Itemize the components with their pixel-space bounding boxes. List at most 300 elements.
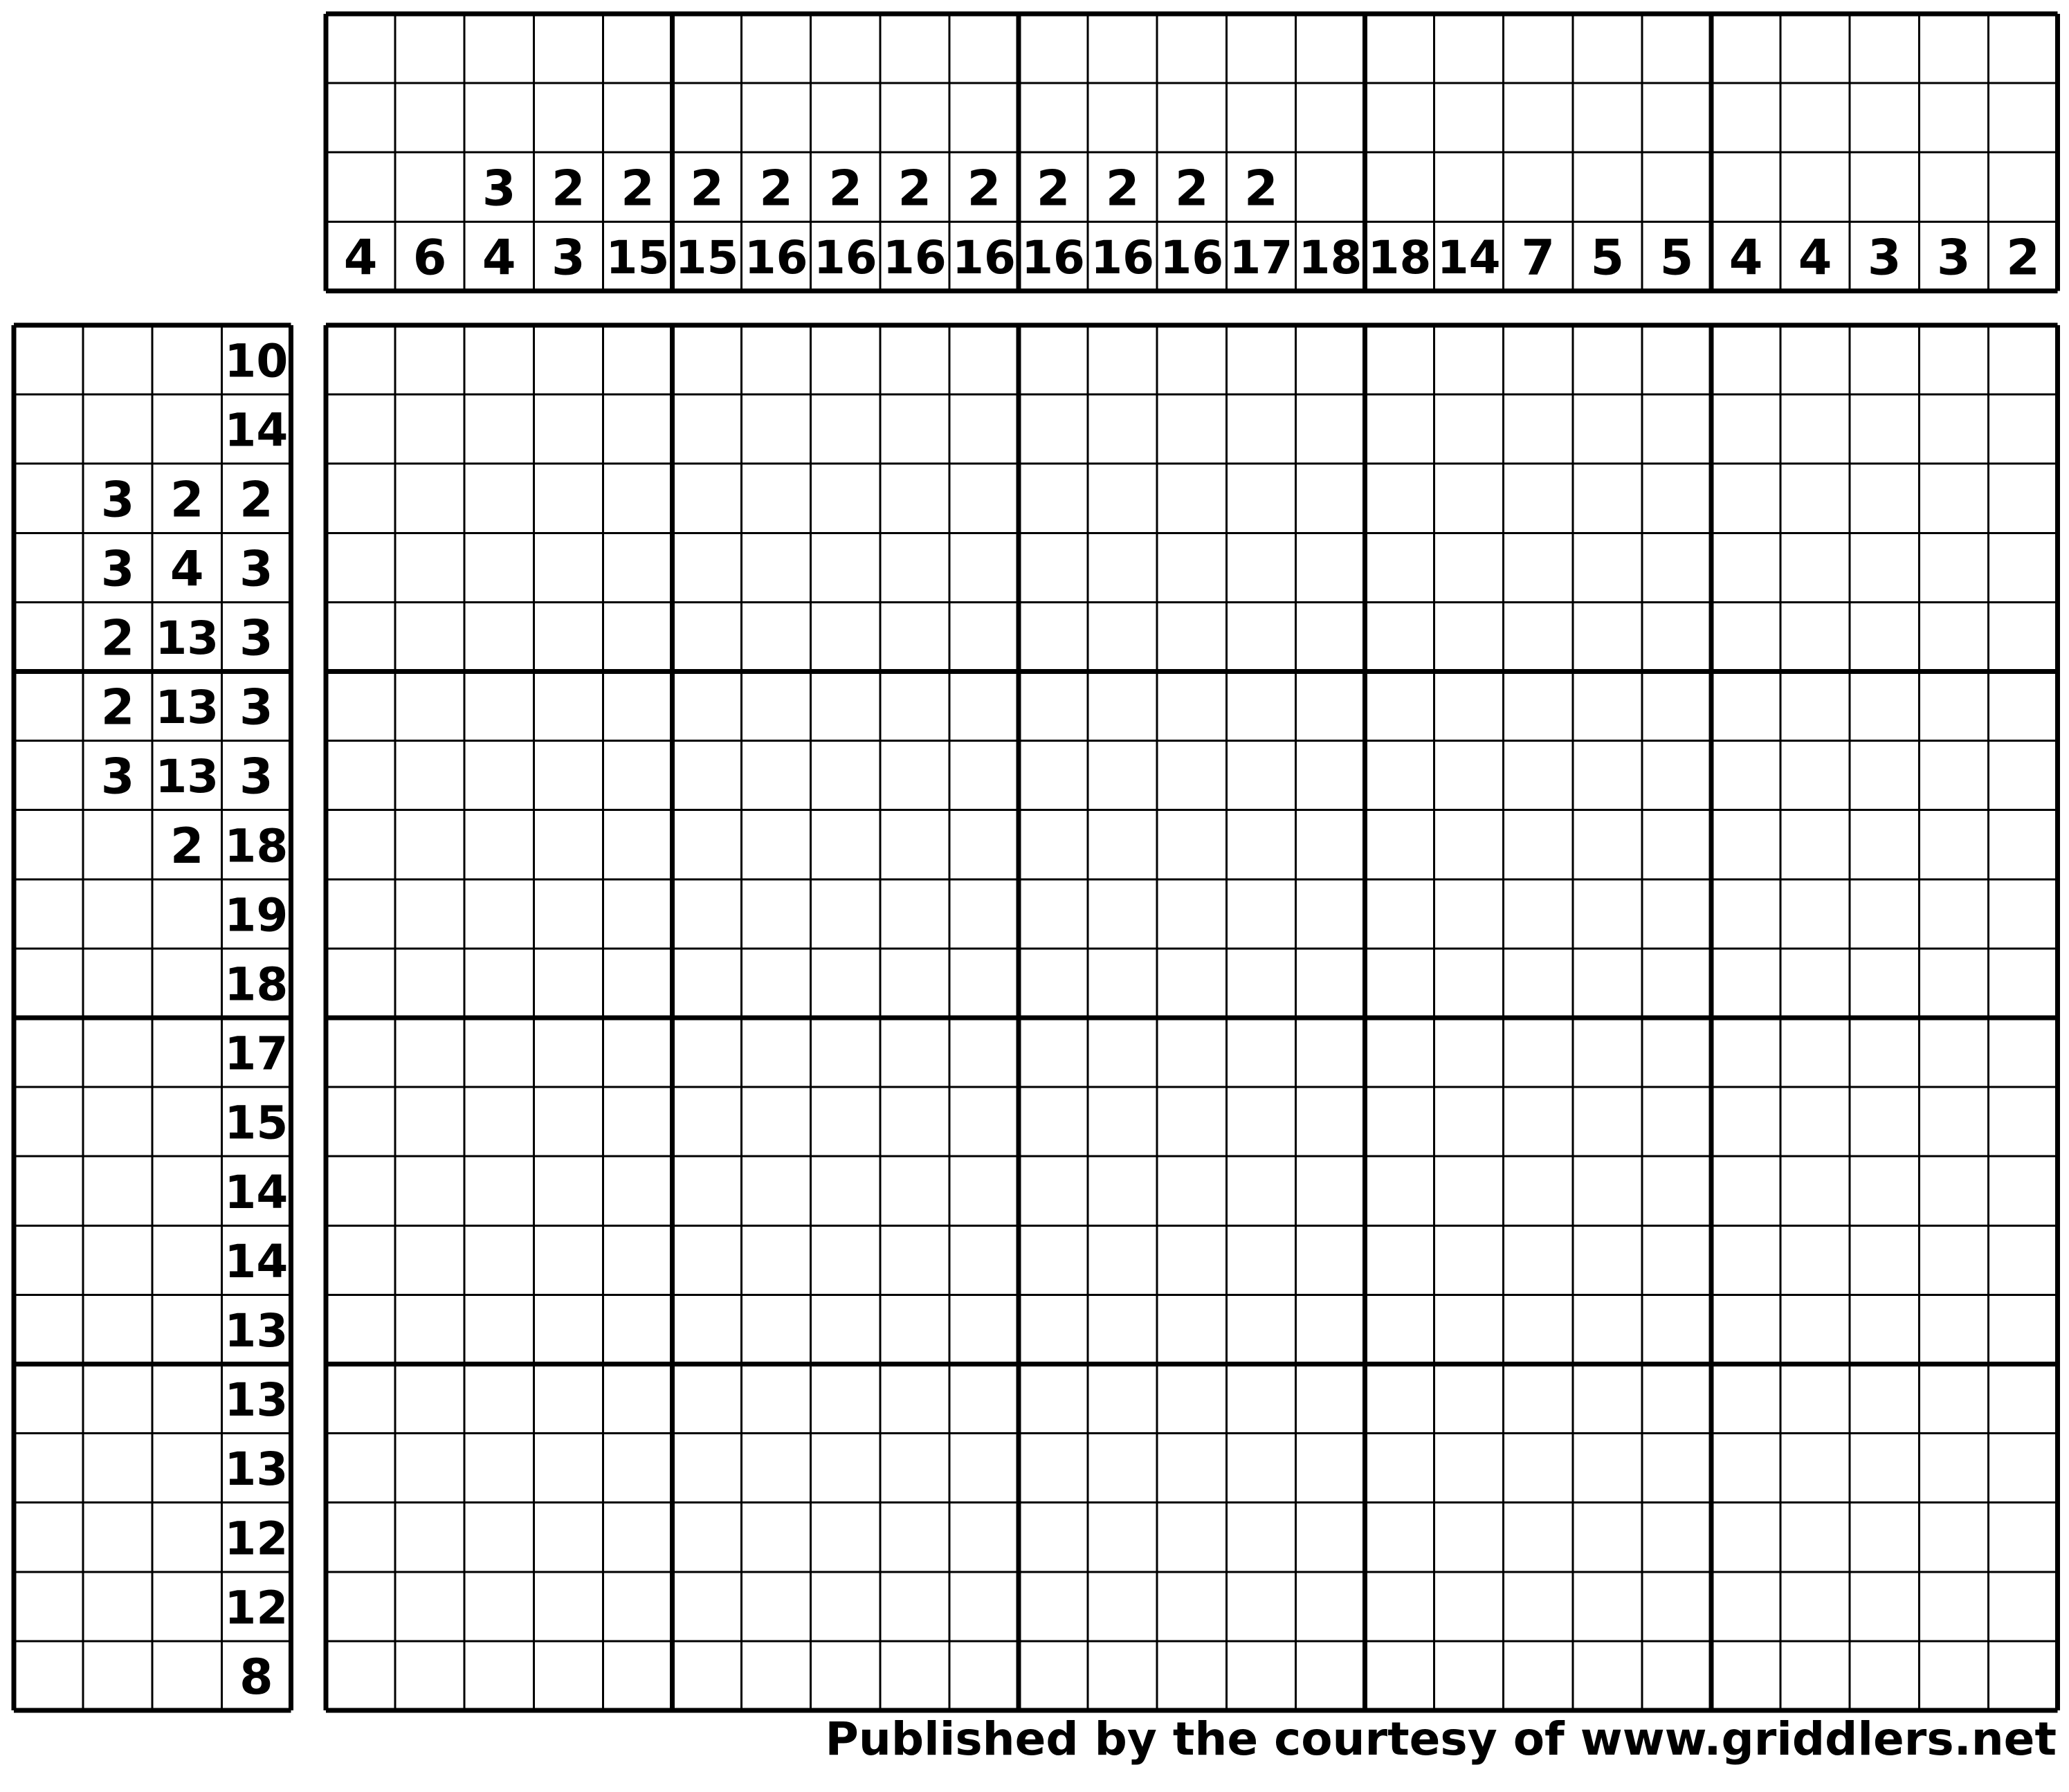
grid-cell-r4-c19[interactable] xyxy=(1573,533,1642,602)
grid-cell-r20-c12[interactable] xyxy=(1088,1641,1157,1710)
grid-cell-r6-c9[interactable] xyxy=(880,672,949,741)
grid-cell-r13-c1[interactable] xyxy=(326,1156,395,1225)
grid-cell-r19-c14[interactable] xyxy=(1226,1572,1295,1641)
grid-cell-r19-c12[interactable] xyxy=(1088,1572,1157,1641)
grid-cell-r3-c20[interactable] xyxy=(1642,464,1711,533)
grid-cell-r2-c18[interactable] xyxy=(1504,394,1573,464)
grid-cell-r6-c12[interactable] xyxy=(1088,672,1157,741)
grid-cell-r5-c10[interactable] xyxy=(949,602,1019,671)
grid-cell-r16-c16[interactable] xyxy=(1365,1364,1434,1434)
grid-cell-r6-c25[interactable] xyxy=(1988,672,2057,741)
grid-cell-r11-c8[interactable] xyxy=(811,1018,880,1087)
grid-cell-r2-c21[interactable] xyxy=(1711,394,1780,464)
grid-cell-r13-c22[interactable] xyxy=(1780,1156,1850,1225)
grid-cell-r1-c19[interactable] xyxy=(1573,325,1642,394)
grid-cell-r19-c13[interactable] xyxy=(1157,1572,1226,1641)
grid-cell-r9-c12[interactable] xyxy=(1088,879,1157,949)
grid-cell-r1-c14[interactable] xyxy=(1226,325,1295,394)
grid-cell-r17-c22[interactable] xyxy=(1780,1434,1850,1503)
grid-cell-r14-c10[interactable] xyxy=(949,1225,1019,1295)
grid-cell-r18-c20[interactable] xyxy=(1642,1503,1711,1572)
grid-cell-r9-c18[interactable] xyxy=(1504,879,1573,949)
grid-cell-r19-c17[interactable] xyxy=(1434,1572,1504,1641)
grid-cell-r17-c13[interactable] xyxy=(1157,1434,1226,1503)
grid-cell-r8-c10[interactable] xyxy=(949,810,1019,879)
grid-cell-r6-c10[interactable] xyxy=(949,672,1019,741)
grid-cell-r5-c20[interactable] xyxy=(1642,602,1711,671)
grid-cell-r13-c5[interactable] xyxy=(603,1156,672,1225)
grid-cell-r10-c9[interactable] xyxy=(880,949,949,1018)
grid-cell-r2-c8[interactable] xyxy=(811,394,880,464)
grid-cell-r5-c5[interactable] xyxy=(603,602,672,671)
grid-cell-r3-c2[interactable] xyxy=(395,464,464,533)
grid-cell-r10-c10[interactable] xyxy=(949,949,1019,1018)
grid-cell-r9-c14[interactable] xyxy=(1226,879,1295,949)
grid-cell-r8-c13[interactable] xyxy=(1157,810,1226,879)
grid-cell-r7-c15[interactable] xyxy=(1295,741,1365,810)
grid-cell-r12-c22[interactable] xyxy=(1780,1087,1850,1156)
grid-cell-r11-c10[interactable] xyxy=(949,1018,1019,1087)
grid-cell-r1-c24[interactable] xyxy=(1919,325,1988,394)
grid-cell-r2-c19[interactable] xyxy=(1573,394,1642,464)
grid-cell-r20-c20[interactable] xyxy=(1642,1641,1711,1710)
grid-cell-r6-c19[interactable] xyxy=(1573,672,1642,741)
grid-cell-r11-c16[interactable] xyxy=(1365,1018,1434,1087)
grid-cell-r17-c1[interactable] xyxy=(326,1434,395,1503)
grid-cell-r15-c21[interactable] xyxy=(1711,1295,1780,1364)
grid-cell-r16-c1[interactable] xyxy=(326,1364,395,1434)
grid-cell-r11-c24[interactable] xyxy=(1919,1018,1988,1087)
grid-cell-r7-c10[interactable] xyxy=(949,741,1019,810)
grid-cell-r6-c16[interactable] xyxy=(1365,672,1434,741)
grid-cell-r10-c23[interactable] xyxy=(1850,949,1919,1018)
grid-cell-r7-c2[interactable] xyxy=(395,741,464,810)
grid-cell-r10-c14[interactable] xyxy=(1226,949,1295,1018)
grid-cell-r1-c5[interactable] xyxy=(603,325,672,394)
grid-cell-r10-c6[interactable] xyxy=(673,949,742,1018)
grid-cell-r19-c4[interactable] xyxy=(534,1572,603,1641)
grid-cell-r20-c14[interactable] xyxy=(1226,1641,1295,1710)
grid-cell-r12-c14[interactable] xyxy=(1226,1087,1295,1156)
grid-cell-r15-c15[interactable] xyxy=(1295,1295,1365,1364)
grid-cell-r3-c13[interactable] xyxy=(1157,464,1226,533)
grid-cell-r18-c1[interactable] xyxy=(326,1503,395,1572)
grid-cell-r8-c4[interactable] xyxy=(534,810,603,879)
grid-cell-r10-c1[interactable] xyxy=(326,949,395,1018)
grid-cell-r10-c8[interactable] xyxy=(811,949,880,1018)
grid-cell-r13-c21[interactable] xyxy=(1711,1156,1780,1225)
grid-cell-r17-c25[interactable] xyxy=(1988,1434,2057,1503)
grid-cell-r8-c1[interactable] xyxy=(326,810,395,879)
grid-cell-r8-c16[interactable] xyxy=(1365,810,1434,879)
grid-cell-r8-c9[interactable] xyxy=(880,810,949,879)
grid-cell-r15-c22[interactable] xyxy=(1780,1295,1850,1364)
grid-cell-r8-c14[interactable] xyxy=(1226,810,1295,879)
grid-cell-r2-c5[interactable] xyxy=(603,394,672,464)
grid-cell-r6-c22[interactable] xyxy=(1780,672,1850,741)
grid-cell-r10-c19[interactable] xyxy=(1573,949,1642,1018)
grid-cell-r9-c17[interactable] xyxy=(1434,879,1504,949)
grid-cell-r12-c10[interactable] xyxy=(949,1087,1019,1156)
grid-cell-r12-c19[interactable] xyxy=(1573,1087,1642,1156)
grid-cell-r11-c14[interactable] xyxy=(1226,1018,1295,1087)
grid-cell-r1-c4[interactable] xyxy=(534,325,603,394)
grid-cell-r8-c23[interactable] xyxy=(1850,810,1919,879)
grid-cell-r11-c18[interactable] xyxy=(1504,1018,1573,1087)
grid-cell-r20-c24[interactable] xyxy=(1919,1641,1988,1710)
grid-cell-r10-c3[interactable] xyxy=(464,949,534,1018)
grid-cell-r20-c16[interactable] xyxy=(1365,1641,1434,1710)
grid-cell-r12-c7[interactable] xyxy=(742,1087,811,1156)
grid-cell-r5-c1[interactable] xyxy=(326,602,395,671)
grid-cell-r16-c2[interactable] xyxy=(395,1364,464,1434)
grid-cell-r14-c23[interactable] xyxy=(1850,1225,1919,1295)
grid-cell-r6-c1[interactable] xyxy=(326,672,395,741)
grid-cell-r14-c7[interactable] xyxy=(742,1225,811,1295)
grid-cell-r4-c18[interactable] xyxy=(1504,533,1573,602)
grid-cell-r1-c1[interactable] xyxy=(326,325,395,394)
grid-cell-r6-c11[interactable] xyxy=(1019,672,1088,741)
grid-cell-r20-c5[interactable] xyxy=(603,1641,672,1710)
grid-cell-r18-c24[interactable] xyxy=(1919,1503,1988,1572)
grid-cell-r1-c16[interactable] xyxy=(1365,325,1434,394)
grid-cell-r4-c25[interactable] xyxy=(1988,533,2057,602)
grid-cell-r2-c4[interactable] xyxy=(534,394,603,464)
grid-cell-r5-c17[interactable] xyxy=(1434,602,1504,671)
grid-cell-r4-c14[interactable] xyxy=(1226,533,1295,602)
grid-cell-r13-c13[interactable] xyxy=(1157,1156,1226,1225)
grid-cell-r7-c16[interactable] xyxy=(1365,741,1434,810)
grid-cell-r14-c9[interactable] xyxy=(880,1225,949,1295)
grid-cell-r16-c9[interactable] xyxy=(880,1364,949,1434)
grid-cell-r9-c10[interactable] xyxy=(949,879,1019,949)
grid-cell-r7-c3[interactable] xyxy=(464,741,534,810)
grid-cell-r8-c12[interactable] xyxy=(1088,810,1157,879)
grid-cell-r4-c15[interactable] xyxy=(1295,533,1365,602)
grid-cell-r14-c13[interactable] xyxy=(1157,1225,1226,1295)
grid-cell-r17-c18[interactable] xyxy=(1504,1434,1573,1503)
grid-cell-r1-c10[interactable] xyxy=(949,325,1019,394)
grid-cell-r4-c2[interactable] xyxy=(395,533,464,602)
grid-cell-r19-c7[interactable] xyxy=(742,1572,811,1641)
grid-cell-r4-c21[interactable] xyxy=(1711,533,1780,602)
grid-cell-r11-c19[interactable] xyxy=(1573,1018,1642,1087)
grid-cell-r6-c4[interactable] xyxy=(534,672,603,741)
grid-cell-r17-c19[interactable] xyxy=(1573,1434,1642,1503)
grid-cell-r17-c15[interactable] xyxy=(1295,1434,1365,1503)
grid-cell-r7-c5[interactable] xyxy=(603,741,672,810)
grid-cell-r12-c18[interactable] xyxy=(1504,1087,1573,1156)
grid-cell-r2-c20[interactable] xyxy=(1642,394,1711,464)
grid-cell-r14-c8[interactable] xyxy=(811,1225,880,1295)
grid-cell-r9-c11[interactable] xyxy=(1019,879,1088,949)
grid-cell-r11-c1[interactable] xyxy=(326,1018,395,1087)
grid-cell-r13-c6[interactable] xyxy=(673,1156,742,1225)
grid-cell-r3-c18[interactable] xyxy=(1504,464,1573,533)
grid-cell-r20-c18[interactable] xyxy=(1504,1641,1573,1710)
grid-cell-r9-c2[interactable] xyxy=(395,879,464,949)
grid-cell-r9-c1[interactable] xyxy=(326,879,395,949)
grid-cell-r15-c16[interactable] xyxy=(1365,1295,1434,1364)
grid-cell-r16-c4[interactable] xyxy=(534,1364,603,1434)
grid-cell-r11-c15[interactable] xyxy=(1295,1018,1365,1087)
grid-cell-r4-c24[interactable] xyxy=(1919,533,1988,602)
grid-cell-r11-c4[interactable] xyxy=(534,1018,603,1087)
grid-cell-r14-c14[interactable] xyxy=(1226,1225,1295,1295)
grid-cell-r13-c2[interactable] xyxy=(395,1156,464,1225)
grid-cell-r1-c15[interactable] xyxy=(1295,325,1365,394)
grid-cell-r14-c3[interactable] xyxy=(464,1225,534,1295)
grid-cell-r9-c4[interactable] xyxy=(534,879,603,949)
grid-cell-r19-c2[interactable] xyxy=(395,1572,464,1641)
grid-cell-r20-c3[interactable] xyxy=(464,1641,534,1710)
grid-cell-r5-c12[interactable] xyxy=(1088,602,1157,671)
grid-cell-r5-c6[interactable] xyxy=(673,602,742,671)
grid-cell-r16-c25[interactable] xyxy=(1988,1364,2057,1434)
grid-cell-r10-c11[interactable] xyxy=(1019,949,1088,1018)
grid-cell-r3-c10[interactable] xyxy=(949,464,1019,533)
grid-cell-r13-c9[interactable] xyxy=(880,1156,949,1225)
grid-cell-r18-c9[interactable] xyxy=(880,1503,949,1572)
grid-cell-r2-c23[interactable] xyxy=(1850,394,1919,464)
grid-cell-r14-c12[interactable] xyxy=(1088,1225,1157,1295)
grid-cell-r3-c15[interactable] xyxy=(1295,464,1365,533)
grid-cell-r15-c25[interactable] xyxy=(1988,1295,2057,1364)
grid-cell-r12-c8[interactable] xyxy=(811,1087,880,1156)
grid-cell-r19-c19[interactable] xyxy=(1573,1572,1642,1641)
grid-cell-r9-c22[interactable] xyxy=(1780,879,1850,949)
grid-cell-r20-c19[interactable] xyxy=(1573,1641,1642,1710)
grid-cell-r6-c20[interactable] xyxy=(1642,672,1711,741)
grid-cell-r12-c1[interactable] xyxy=(326,1087,395,1156)
grid-cell-r7-c20[interactable] xyxy=(1642,741,1711,810)
grid-cell-r1-c3[interactable] xyxy=(464,325,534,394)
grid-cell-r19-c3[interactable] xyxy=(464,1572,534,1641)
grid-cell-r13-c20[interactable] xyxy=(1642,1156,1711,1225)
grid-cell-r6-c7[interactable] xyxy=(742,672,811,741)
grid-cell-r15-c6[interactable] xyxy=(673,1295,742,1364)
grid-cell-r18-c22[interactable] xyxy=(1780,1503,1850,1572)
grid-cell-r4-c6[interactable] xyxy=(673,533,742,602)
grid-cell-r11-c11[interactable] xyxy=(1019,1018,1088,1087)
grid-cell-r18-c8[interactable] xyxy=(811,1503,880,1572)
grid-cell-r7-c6[interactable] xyxy=(673,741,742,810)
grid-cell-r13-c10[interactable] xyxy=(949,1156,1019,1225)
grid-cell-r2-c24[interactable] xyxy=(1919,394,1988,464)
grid-cell-r14-c2[interactable] xyxy=(395,1225,464,1295)
grid-cell-r2-c3[interactable] xyxy=(464,394,534,464)
grid-cell-r4-c12[interactable] xyxy=(1088,533,1157,602)
grid-cell-r7-c18[interactable] xyxy=(1504,741,1573,810)
grid-cell-r19-c15[interactable] xyxy=(1295,1572,1365,1641)
grid-cell-r17-c11[interactable] xyxy=(1019,1434,1088,1503)
grid-cell-r20-c23[interactable] xyxy=(1850,1641,1919,1710)
grid-cell-r5-c21[interactable] xyxy=(1711,602,1780,671)
grid-cell-r18-c10[interactable] xyxy=(949,1503,1019,1572)
grid-cell-r14-c16[interactable] xyxy=(1365,1225,1434,1295)
grid-cell-r9-c7[interactable] xyxy=(742,879,811,949)
grid-cell-r15-c12[interactable] xyxy=(1088,1295,1157,1364)
grid-cell-r19-c8[interactable] xyxy=(811,1572,880,1641)
grid-cell-r3-c22[interactable] xyxy=(1780,464,1850,533)
grid-cell-r2-c1[interactable] xyxy=(326,394,395,464)
grid-cell-r16-c19[interactable] xyxy=(1573,1364,1642,1434)
grid-cell-r3-c11[interactable] xyxy=(1019,464,1088,533)
grid-cell-r7-c4[interactable] xyxy=(534,741,603,810)
grid-cell-r17-c10[interactable] xyxy=(949,1434,1019,1503)
grid-cell-r18-c23[interactable] xyxy=(1850,1503,1919,1572)
grid-cell-r10-c20[interactable] xyxy=(1642,949,1711,1018)
grid-cell-r14-c6[interactable] xyxy=(673,1225,742,1295)
grid-cell-r20-c17[interactable] xyxy=(1434,1641,1504,1710)
grid-cell-r19-c22[interactable] xyxy=(1780,1572,1850,1641)
grid-cell-r10-c12[interactable] xyxy=(1088,949,1157,1018)
grid-cell-r3-c4[interactable] xyxy=(534,464,603,533)
grid-cell-r19-c5[interactable] xyxy=(603,1572,672,1641)
grid-cell-r8-c3[interactable] xyxy=(464,810,534,879)
grid-cell-r4-c1[interactable] xyxy=(326,533,395,602)
grid-cell-r18-c2[interactable] xyxy=(395,1503,464,1572)
grid-cell-r12-c2[interactable] xyxy=(395,1087,464,1156)
grid-cell-r4-c5[interactable] xyxy=(603,533,672,602)
grid-cell-r8-c5[interactable] xyxy=(603,810,672,879)
grid-cell-r16-c13[interactable] xyxy=(1157,1364,1226,1434)
grid-cell-r13-c19[interactable] xyxy=(1573,1156,1642,1225)
grid-cell-r6-c5[interactable] xyxy=(603,672,672,741)
grid-cell-r11-c7[interactable] xyxy=(742,1018,811,1087)
grid-cell-r3-c25[interactable] xyxy=(1988,464,2057,533)
grid-cell-r1-c6[interactable] xyxy=(673,325,742,394)
grid-cell-r19-c16[interactable] xyxy=(1365,1572,1434,1641)
grid-cell-r7-c19[interactable] xyxy=(1573,741,1642,810)
grid-cell-r17-c21[interactable] xyxy=(1711,1434,1780,1503)
grid-cell-r16-c11[interactable] xyxy=(1019,1364,1088,1434)
grid-cell-r13-c12[interactable] xyxy=(1088,1156,1157,1225)
grid-cell-r11-c13[interactable] xyxy=(1157,1018,1226,1087)
grid-cell-r4-c22[interactable] xyxy=(1780,533,1850,602)
grid-cell-r12-c5[interactable] xyxy=(603,1087,672,1156)
grid-cell-r8-c8[interactable] xyxy=(811,810,880,879)
grid-cell-r3-c12[interactable] xyxy=(1088,464,1157,533)
grid-cell-r14-c17[interactable] xyxy=(1434,1225,1504,1295)
grid-cell-r13-c11[interactable] xyxy=(1019,1156,1088,1225)
grid-cell-r4-c17[interactable] xyxy=(1434,533,1504,602)
grid-cell-r5-c15[interactable] xyxy=(1295,602,1365,671)
grid-cell-r15-c3[interactable] xyxy=(464,1295,534,1364)
grid-cell-r11-c21[interactable] xyxy=(1711,1018,1780,1087)
grid-cell-r18-c21[interactable] xyxy=(1711,1503,1780,1572)
grid-cell-r10-c5[interactable] xyxy=(603,949,672,1018)
grid-cell-r2-c6[interactable] xyxy=(673,394,742,464)
grid-cell-r19-c1[interactable] xyxy=(326,1572,395,1641)
grid-cell-r12-c16[interactable] xyxy=(1365,1087,1434,1156)
grid-cell-r10-c22[interactable] xyxy=(1780,949,1850,1018)
grid-cell-r9-c8[interactable] xyxy=(811,879,880,949)
grid-cell-r16-c21[interactable] xyxy=(1711,1364,1780,1434)
grid-cell-r18-c11[interactable] xyxy=(1019,1503,1088,1572)
grid-cell-r7-c21[interactable] xyxy=(1711,741,1780,810)
grid-cell-r2-c25[interactable] xyxy=(1988,394,2057,464)
grid-cell-r16-c14[interactable] xyxy=(1226,1364,1295,1434)
grid-cell-r13-c8[interactable] xyxy=(811,1156,880,1225)
grid-cell-r20-c9[interactable] xyxy=(880,1641,949,1710)
grid-cell-r4-c11[interactable] xyxy=(1019,533,1088,602)
grid-cell-r8-c24[interactable] xyxy=(1919,810,1988,879)
grid-cell-r4-c3[interactable] xyxy=(464,533,534,602)
grid-cell-r1-c23[interactable] xyxy=(1850,325,1919,394)
grid-cell-r19-c24[interactable] xyxy=(1919,1572,1988,1641)
grid-cell-r1-c2[interactable] xyxy=(395,325,464,394)
grid-cell-r11-c20[interactable] xyxy=(1642,1018,1711,1087)
grid-cell-r16-c17[interactable] xyxy=(1434,1364,1504,1434)
grid-cell-r15-c14[interactable] xyxy=(1226,1295,1295,1364)
grid-cell-r2-c9[interactable] xyxy=(880,394,949,464)
grid-cell-r4-c8[interactable] xyxy=(811,533,880,602)
grid-cell-r13-c3[interactable] xyxy=(464,1156,534,1225)
grid-cell-r3-c16[interactable] xyxy=(1365,464,1434,533)
grid-cell-r8-c22[interactable] xyxy=(1780,810,1850,879)
grid-cell-r12-c15[interactable] xyxy=(1295,1087,1365,1156)
grid-cell-r18-c15[interactable] xyxy=(1295,1503,1365,1572)
grid-cell-r3-c23[interactable] xyxy=(1850,464,1919,533)
grid-cell-r5-c7[interactable] xyxy=(742,602,811,671)
grid-cell-r6-c2[interactable] xyxy=(395,672,464,741)
grid-cell-r10-c7[interactable] xyxy=(742,949,811,1018)
grid-cell-r12-c4[interactable] xyxy=(534,1087,603,1156)
grid-cell-r12-c12[interactable] xyxy=(1088,1087,1157,1156)
grid-cell-r10-c17[interactable] xyxy=(1434,949,1504,1018)
grid-cell-r5-c25[interactable] xyxy=(1988,602,2057,671)
grid-cell-r4-c7[interactable] xyxy=(742,533,811,602)
grid-cell-r8-c2[interactable] xyxy=(395,810,464,879)
grid-cell-r3-c3[interactable] xyxy=(464,464,534,533)
grid-cell-r18-c25[interactable] xyxy=(1988,1503,2057,1572)
grid-cell-r20-c13[interactable] xyxy=(1157,1641,1226,1710)
grid-cell-r1-c11[interactable] xyxy=(1019,325,1088,394)
grid-cell-r20-c2[interactable] xyxy=(395,1641,464,1710)
grid-cell-r17-c14[interactable] xyxy=(1226,1434,1295,1503)
grid-cell-r17-c17[interactable] xyxy=(1434,1434,1504,1503)
grid-cell-r7-c14[interactable] xyxy=(1226,741,1295,810)
grid-cell-r11-c17[interactable] xyxy=(1434,1018,1504,1087)
grid-cell-r11-c23[interactable] xyxy=(1850,1018,1919,1087)
grid-cell-r12-c24[interactable] xyxy=(1919,1087,1988,1156)
grid-cell-r17-c4[interactable] xyxy=(534,1434,603,1503)
grid-cell-r19-c6[interactable] xyxy=(673,1572,742,1641)
grid-cell-r9-c13[interactable] xyxy=(1157,879,1226,949)
grid-cell-r2-c15[interactable] xyxy=(1295,394,1365,464)
grid-cell-r8-c18[interactable] xyxy=(1504,810,1573,879)
grid-cell-r18-c7[interactable] xyxy=(742,1503,811,1572)
grid-cell-r14-c22[interactable] xyxy=(1780,1225,1850,1295)
grid-cell-r18-c5[interactable] xyxy=(603,1503,672,1572)
grid-cell-r14-c21[interactable] xyxy=(1711,1225,1780,1295)
grid-cell-r15-c9[interactable] xyxy=(880,1295,949,1364)
grid-cell-r9-c3[interactable] xyxy=(464,879,534,949)
grid-cell-r4-c20[interactable] xyxy=(1642,533,1711,602)
grid-cell-r12-c3[interactable] xyxy=(464,1087,534,1156)
grid-cell-r5-c19[interactable] xyxy=(1573,602,1642,671)
grid-cell-r17-c23[interactable] xyxy=(1850,1434,1919,1503)
grid-cell-r12-c9[interactable] xyxy=(880,1087,949,1156)
grid-cell-r7-c1[interactable] xyxy=(326,741,395,810)
grid-cell-r11-c9[interactable] xyxy=(880,1018,949,1087)
grid-cell-r2-c7[interactable] xyxy=(742,394,811,464)
grid-cell-r18-c3[interactable] xyxy=(464,1503,534,1572)
grid-cell-r18-c14[interactable] xyxy=(1226,1503,1295,1572)
grid-cell-r3-c1[interactable] xyxy=(326,464,395,533)
grid-cell-r7-c23[interactable] xyxy=(1850,741,1919,810)
